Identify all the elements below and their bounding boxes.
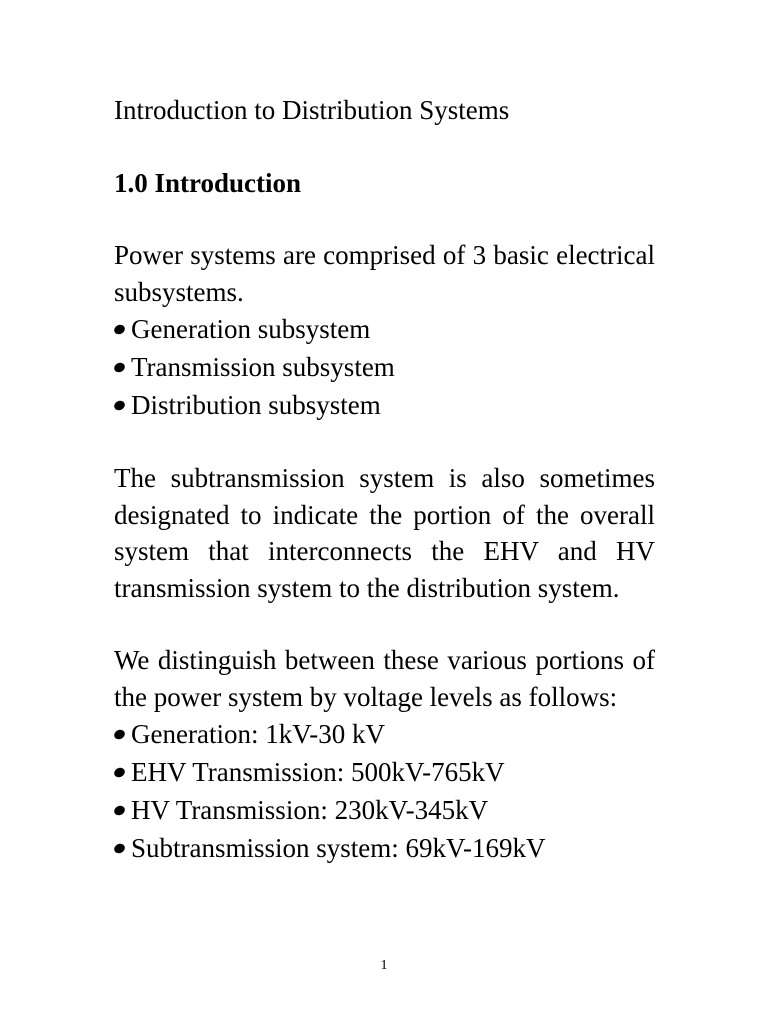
list-item [114,386,655,424]
list-item [114,829,655,867]
bullet-icon [113,361,127,374]
paragraph-subtransmission: The subtransmission system is also sometimes designated to indicate the portion of the overall system that interconnects the EHV and HV transmission system to the distribution system. [114,463,655,603]
list-item [114,753,655,791]
section-heading: 1.0 Introduction [114,167,302,198]
document-title: Introduction to Distribution Systems [114,95,510,125]
list-item-text: Distribution subsystem [131,390,381,420]
list-item-text: Generation: 1kV-30 kV [131,719,385,749]
bullet-icon [113,399,127,412]
bullet-icon [113,842,127,855]
paragraph-voltage-intro: We distinguish between these various portions of the power system by voltage levels as follows: [114,645,655,712]
list-item [114,310,655,348]
bullet-icon [113,766,127,779]
list-item-text: Generation subsystem [131,314,371,344]
list-item-text: Subtransmission system: 69kV-169kV [131,833,546,863]
voltage-levels-list [114,715,655,867]
page-number: 1 [380,958,388,973]
list-item [114,791,655,829]
list-item [114,348,655,386]
subsystems-list [114,310,655,424]
bullet-icon [113,728,127,741]
list-item [114,715,655,753]
list-item-text: Transmission subsystem [131,352,395,382]
bullet-icon [113,323,127,336]
bullet-icon [113,804,127,817]
list-item-text: EHV Transmission: 500kV-765kV [131,757,505,787]
paragraph-subsystems-intro: Power systems are comprised of 3 basic electrical subsystems. [114,240,655,307]
document-page [114,92,655,867]
list-item-text: HV Transmission: 230kV-345kV [131,795,489,825]
